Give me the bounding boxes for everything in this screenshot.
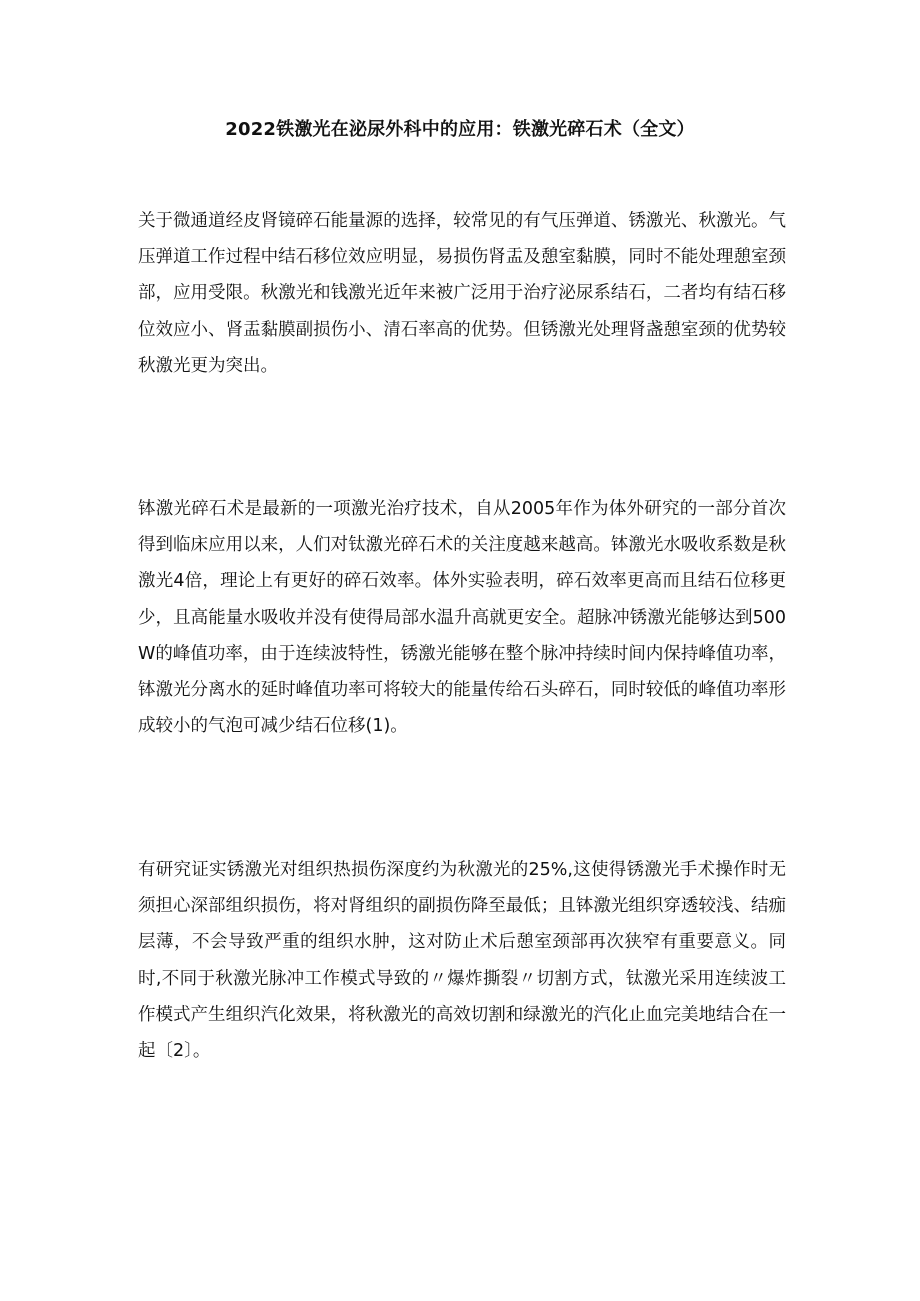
paragraph-2: 钵激光碎石术是最新的一项激光治疗技术，自从2005年作为体外研究的一部分首次得到临床应用以来，人们对钛激光碎石术的关注度越来越高。钵激光水吸收系数是秋激光4倍，理论上有更好的碎石效率。体外实验表明，碎石效率更高而且结石位移更少，且高能量水吸收并没有使得局部水温升高就更安全。超脉冲锈激光能够达到500W的峰值功率，由于连续波特性，锈激光能够在整个脉冲持续时间内保持峰值功率，钵激光分离水的延时峰值功率可将较大的能量传给石头碎石，同时较低的峰值功率形成较小的气泡可减少结石位移(1)。	[138, 499, 786, 737]
paragraph-3: 有研究证实锈激光对组织热损伤深度约为秋激光的25%,这使得锈激光手术操作时无须担心深部组织损伤，将对肾组织的副损伤降至最低；且钵激光组织穿透较浅、结痂层薄，不会导致严重的组织水肿，这对防止术后憩室颈部再次狭窄有重要意义。同时,不同于秋激光脉冲工作模式导致的〃爆炸撕裂〃切割方式，钛激光采用连续波工作模式产生组织汽化效果，将秋激光的高效切割和绿激光的汽化止血完美地结合在一起〔2〕。	[138, 860, 786, 1062]
document-title: 2022铁激光在泌尿外科中的应用：铁激光碎石术（全文）	[225, 119, 695, 140]
paragraph-1: 关于微通道经皮肾镜碎石能量源的选择，较常见的有气压弹道、锈激光、秋激光。气压弹道工作过程中结石移位效应明显，易损伤肾盂及憩室黏膜，同时不能处理憩室颈部，应用受限。秋激光和钱激光近年来被广泛用于治疗泌尿系结石，二者均有结石移位效应小、肾盂黏膜副损伤小、清石率高的优势。但锈激光处理肾盏憩室颈的优势较秋激光更为突出。	[138, 211, 786, 376]
